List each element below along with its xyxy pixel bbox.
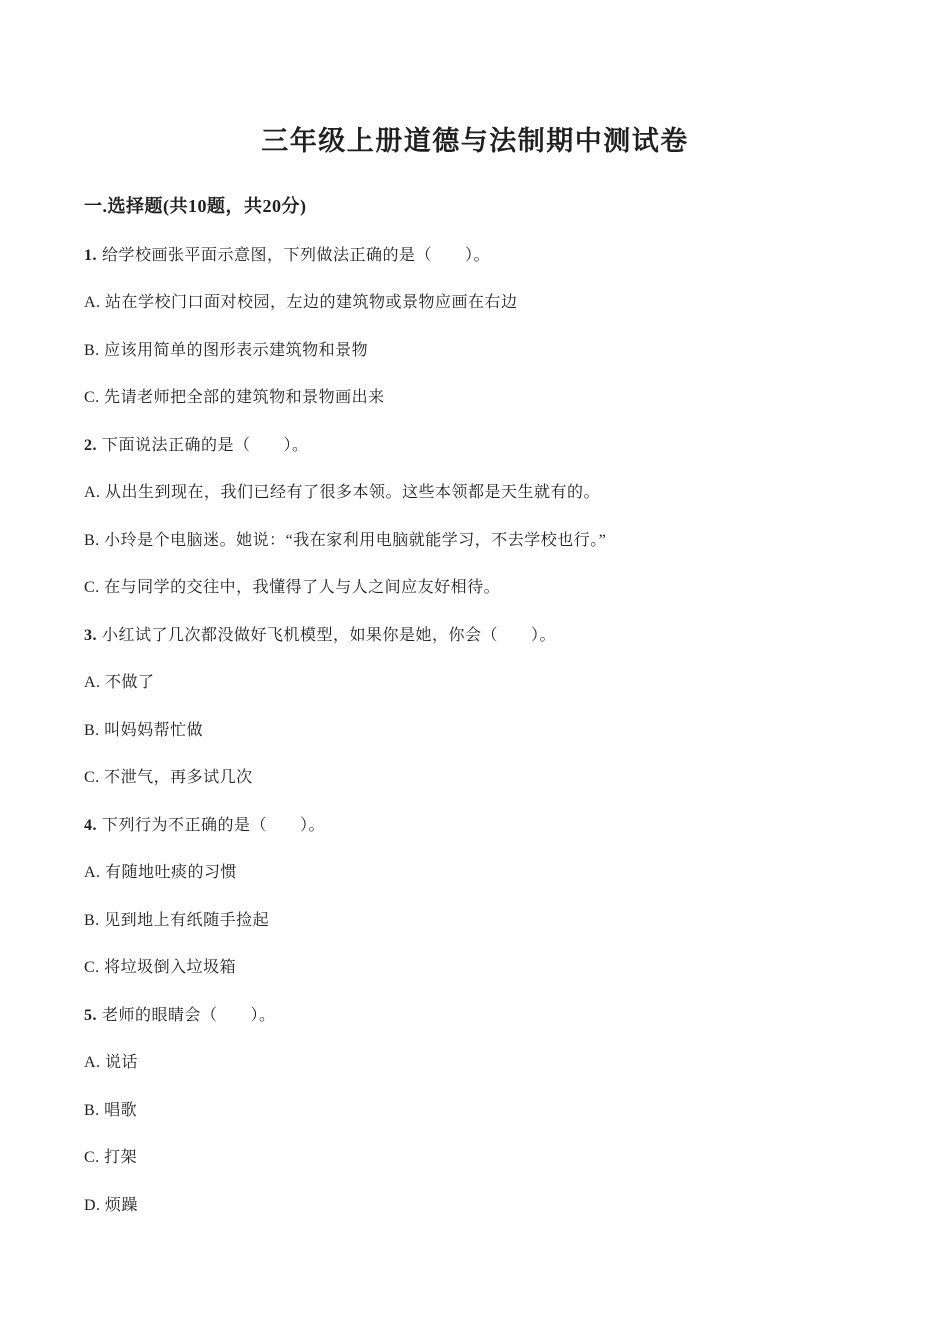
question-2-option-a: A. 从出生到现在，我们已经有了很多本领。这些本领都是天生就有的。 <box>84 484 601 501</box>
question-5-option-d: D. 烦躁 <box>84 1196 139 1214</box>
question-2-stem <box>84 435 866 457</box>
question-1-text: 给学校画张平面示意图，下列做法正确的是（ ）。 <box>102 246 491 264</box>
question-5-option-b: B. 唱歌 <box>84 1101 138 1119</box>
question-5-stem <box>84 1005 866 1027</box>
page-title: 三年级上册道德与法制期中测试卷 <box>261 126 689 156</box>
question-4-option-b: B. 见到地上有纸随手捡起 <box>84 911 270 929</box>
question-4-option-a: A. 有随地吐痰的习惯 <box>84 864 238 881</box>
question-2 <box>84 435 866 600</box>
question-2-text: 下面说法正确的是（ ）。 <box>102 436 309 454</box>
question-4-option-c: C. 将垃圾倒入垃圾箱 <box>84 959 237 976</box>
question-3-option-c: C. 不泄气，再多试几次 <box>84 769 253 786</box>
question-1-option-a: A. 站在学校门口面对校园，左边的建筑物或景物应画在右边 <box>84 294 518 311</box>
question-3 <box>84 625 866 790</box>
question-5-number: 5. <box>84 1006 97 1024</box>
question-5-option-c: C. 打架 <box>84 1149 138 1166</box>
question-1-option-c: C. 先请老师把全部的建筑物和景物画出来 <box>84 389 385 406</box>
question-1-number: 1. <box>84 246 97 264</box>
question-4-stem <box>84 815 866 837</box>
question-4-text: 下列行为不正确的是（ ）。 <box>102 816 326 834</box>
question-4 <box>84 815 866 980</box>
question-3-option-b: B. 叫妈妈帮忙做 <box>84 721 204 739</box>
question-1-stem <box>84 245 866 267</box>
question-1 <box>84 245 866 410</box>
question-3-text: 小红试了几次都没做好飞机模型，如果你是她，你会（ ）。 <box>102 626 557 644</box>
question-3-option-a: A. 不做了 <box>84 674 155 691</box>
question-5-text: 老师的眼睛会（ ）。 <box>102 1006 276 1024</box>
section-heading: 一.选择题(共10题，共20分) <box>84 196 307 216</box>
question-3-stem <box>84 625 866 647</box>
question-5-option-a: A. 说话 <box>84 1054 139 1071</box>
question-4-number: 4. <box>84 816 97 834</box>
question-3-number: 3. <box>84 626 97 644</box>
question-2-number: 2. <box>84 436 97 454</box>
question-5 <box>84 1005 866 1217</box>
question-1-option-b: B. 应该用简单的图形表示建筑物和景物 <box>84 341 369 359</box>
question-2-option-c: C. 在与同学的交往中，我懂得了人与人之间应友好相待。 <box>84 579 501 596</box>
question-2-option-b: B. 小玲是个电脑迷。她说：“我在家利用电脑就能学习，不去学校也行。” <box>84 531 607 549</box>
